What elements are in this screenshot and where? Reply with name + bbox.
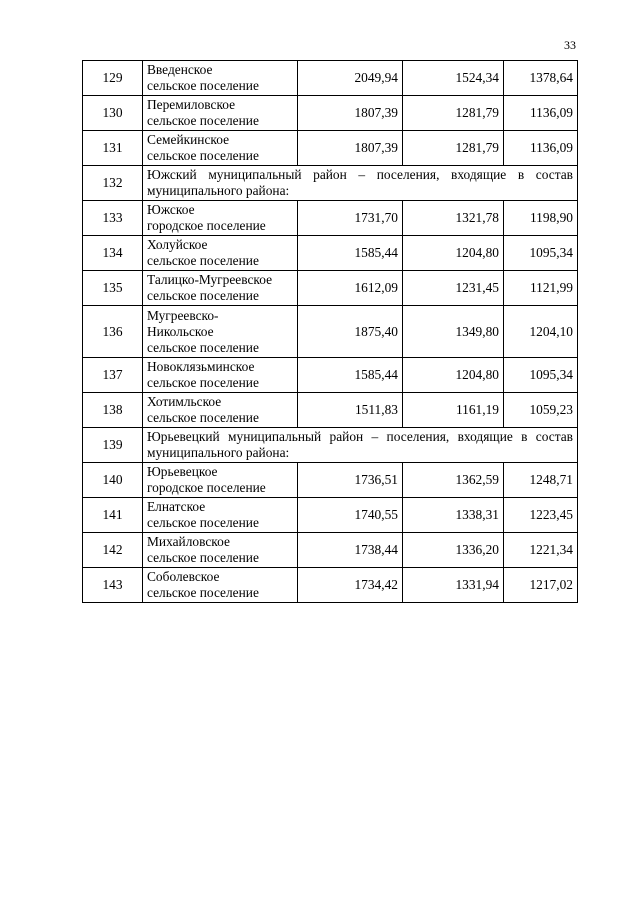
table-row [83,568,578,603]
value-v1: 2049,94 [298,61,403,96]
value-v1: 1807,39 [298,96,403,131]
value-v2: 1281,79 [403,131,504,166]
settlement-name [143,533,298,568]
settlement-name-line: Введенское [147,62,213,77]
value-v2: 1204,80 [403,236,504,271]
value-v2: 1338,31 [403,498,504,533]
settlement-name [143,131,298,166]
settlement-name-line: сельское поселение [147,515,259,530]
table-group-row [83,428,578,463]
value-v3: 1136,09 [504,96,578,131]
row-number: 136 [83,306,143,358]
row-number: 137 [83,358,143,393]
value-v3: 1198,90 [504,201,578,236]
settlement-name [143,306,298,358]
value-v3: 1095,34 [504,236,578,271]
value-v3: 1217,02 [504,568,578,603]
settlement-name-line: городское поселение [147,480,266,495]
settlement-name-line: Семейкинское [147,132,230,147]
settlement-name [143,61,298,96]
settlement-name-line: сельское поселение [147,113,259,128]
table-row [83,271,578,306]
settlement-name [143,463,298,498]
table-row [83,393,578,428]
value-v3: 1223,45 [504,498,578,533]
value-v1: 1585,44 [298,358,403,393]
table-row [83,306,578,358]
table-row [83,201,578,236]
settlement-name-line: сельское поселение [147,78,259,93]
settlement-name-line: городское поселение [147,218,266,233]
value-v1: 1612,09 [298,271,403,306]
value-v3: 1095,34 [504,358,578,393]
table-row [83,61,578,96]
table-row [83,358,578,393]
table-row [83,533,578,568]
table-row [83,463,578,498]
settlement-name [143,393,298,428]
row-number: 129 [83,61,143,96]
value-v2: 1231,45 [403,271,504,306]
value-v2: 1281,79 [403,96,504,131]
settlement-name-line: Талицко-Мугреевское [147,272,273,287]
row-number: 142 [83,533,143,568]
row-number: 140 [83,463,143,498]
settlement-name-line: сельское поселение [147,253,259,268]
value-v3: 1121,99 [504,271,578,306]
value-v3: 1221,34 [504,533,578,568]
value-v3: 1059,23 [504,393,578,428]
value-v1: 1736,51 [298,463,403,498]
value-v3: 1248,71 [504,463,578,498]
settlement-name-line: Мугреевско- [147,307,219,323]
settlement-name [143,358,298,393]
settlement-name-line: сельское поселение [147,585,259,600]
district-heading: Юрьевецкий муниципальный район – поселения, входящие в состав муниципального района: [143,428,578,463]
settlement-name [143,96,298,131]
row-number: 135 [83,271,143,306]
settlement-name-line: Никольское [147,323,214,339]
row-number: 134 [83,236,143,271]
settlement-name-line: сельское поселение [147,288,259,303]
settlement-name-line: сельское поселение [147,375,259,390]
row-number: 133 [83,201,143,236]
value-v1: 1585,44 [298,236,403,271]
value-v1: 1740,55 [298,498,403,533]
value-v1: 1731,70 [298,201,403,236]
settlement-name-line: Новоклязьминское [147,359,255,374]
settlement-name-line: Юрьевецкое [147,464,218,479]
settlement-name-line: Хотимльское [147,394,222,409]
value-v1: 1738,44 [298,533,403,568]
table-group-row [83,166,578,201]
settlement-name-line: Перемиловское [147,97,236,112]
value-v2: 1349,80 [403,306,504,358]
table-row [83,236,578,271]
table-row [83,131,578,166]
value-v1: 1511,83 [298,393,403,428]
settlement-name-line: сельское поселение [147,339,259,355]
row-number: 131 [83,131,143,166]
settlement-name [143,568,298,603]
value-v2: 1331,94 [403,568,504,603]
row-number: 138 [83,393,143,428]
table-body [83,61,578,603]
tariff-table [82,60,578,603]
settlement-name-line: сельское поселение [147,148,259,163]
value-v3: 1378,64 [504,61,578,96]
settlement-name-line: сельское поселение [147,410,259,425]
settlement-name-line: Южское [147,202,195,217]
district-heading: Южский муниципальный район – поселения, входящие в состав муниципального района: [143,166,578,201]
value-v2: 1204,80 [403,358,504,393]
row-number: 132 [83,166,143,201]
settlement-name [143,236,298,271]
row-number: 143 [83,568,143,603]
value-v3: 1136,09 [504,131,578,166]
settlement-name [143,498,298,533]
table-row [83,96,578,131]
table-row [83,498,578,533]
value-v1: 1875,40 [298,306,403,358]
value-v2: 1362,59 [403,463,504,498]
settlement-name-line: Холуйское [147,237,208,252]
settlement-name-line: Михайловское [147,534,230,549]
row-number: 139 [83,428,143,463]
settlement-name-line: Елнатское [147,499,206,514]
value-v2: 1161,19 [403,393,504,428]
settlement-name [143,271,298,306]
settlement-name-line: сельское поселение [147,550,259,565]
settlement-name-line: Соболевское [147,569,220,584]
value-v3: 1204,10 [504,306,578,358]
row-number: 141 [83,498,143,533]
value-v1: 1734,42 [298,568,403,603]
value-v2: 1524,34 [403,61,504,96]
value-v1: 1807,39 [298,131,403,166]
row-number: 130 [83,96,143,131]
value-v2: 1321,78 [403,201,504,236]
page-number: 33 [564,38,576,52]
settlement-name [143,201,298,236]
value-v2: 1336,20 [403,533,504,568]
